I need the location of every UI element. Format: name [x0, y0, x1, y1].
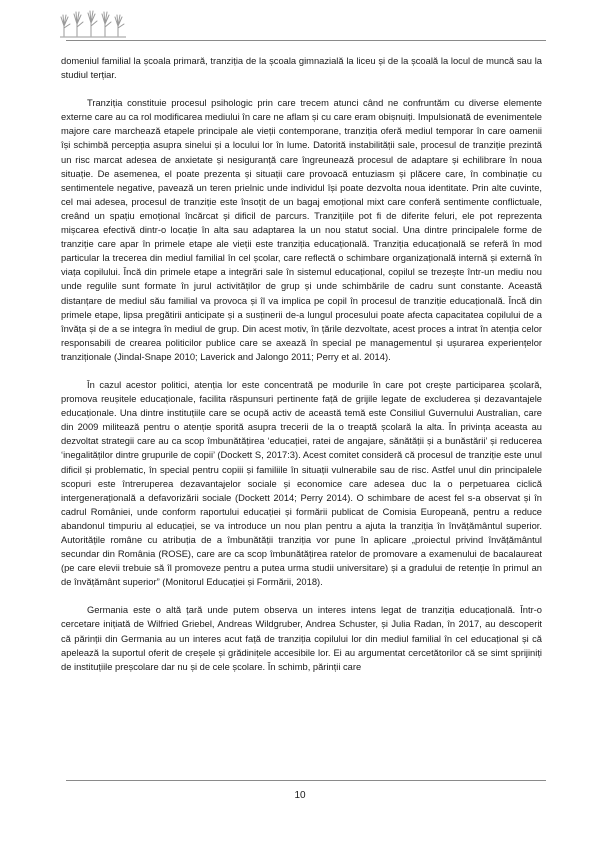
body-text [61, 54, 542, 674]
header-divider [66, 40, 546, 41]
paragraph-politici: În cazul acestor politici, atenția lor este concentrată pe modurile în care pot crește participarea școlară, promova reușitele educaționale, facilita răspunsuri pertinente față de grijile legate de excluderea și dezavantajele educaționale. Una dintre instituțiile care se ocupă activ de această temă este Consiliul Guvernului Australian, care din 2009 militează pentru o atenție sporită asupra trecerii de la o treaptă școlară la alta. În privința aceasta au dezvoltat strategii care au ca scop îmbunătățirea ‘educației, ratei de angajare, sănătății și a bunăstării’ și reducerea ‘inegalităților dintre grupurile de copii’ (Dockett S, 2017:3). Acest comitet consideră că procesul de tranziție este unul dificil și problematic, în special pentru copiii și familiile în situații vulnerabile sau de risc. Astfel unul din principalele scopuri este întreruperea dezavantajelor sociale și economice care adesea duc la o perpetuarea ciclică intergenerațională a defavorizării sociale (Dockett 2014; Perry 2014). O schimbare de acest fel s-a observat și în cadrul României, unde conform raportului educației și formării publicat de Comisia Europeană, pentru a reduce abandonul timpuriu al educației, se va introduce un nou plan pentru a ajuta la tranziția în învățământul superior. Autoritățile române cu atribuția de a îmbunătății tranziția vor pune în aplicare „proiectul privind învățământul secundar din România (ROSE), care are ca scop îmbunătățirea ratelor de promovare a examenului de bacalaureat (pe care elevii trebuie să îl promoveze pentru a putea urma studii universitare) și a gradului de retenție în primul an de învățământ superior” (Monitorul Educației și Formării, 2018). [61, 379, 542, 588]
paragraph-tranzitia: Tranziția constituie procesul psihologic prin care trecem atunci când ne confruntăm cu diverse elemente externe care au ca rol modificarea mediului în care ne aflam și cu care eram obișnuiți. Impulsionată de evenimentele majore care marchează etapele principale ale vieții contemporane, tranziția oferă mediul temporar în care oamenii își schimbă percepția asupra sinelui și a locului lor în lume. Datorită instabilității sale, procesul de tranziție prezintă un risc marcat adesea de anxietate și nesiguranță care îngreunează procesul de adaptare și echilibrare în noua situație. De asemenea, el poate prezenta și situații care provoacă entuziasm și plăcere care, în combinație cu sentimentele negative, pavează un teren prielnic unde individul își poate dezvolta noua identitate. Prin alte cuvinte, cel mai adesea, procesul de tranziție este însoțit de un bagaj emoțional mixt care conferă sentimente conflictuale, creând un spațiu emoțional încărcat și dificil de parcurs. Tranzițiile pot fi de diferite feluri, ele pot reprezenta mișcarea efectivă dintr-o locație în alta sau adaptarea la un nou statut social. Una dintre principalele forme de tranziție care apar în primele etape ale vieții este tranziția educațională. Tranziția educațională se referă în mod particular la trecerea din mediul familial în cel școlar, care reflectă o schimbare organizațională internă și externă în viața copilului. Încă din primele etape a integrări sale în sistemul educațional, copilul se trezește într-un mediu nou unde regulile sunt formate în jurul activităților de grup și unde schimbările de cadru sunt constante. Această distanțare de mediul său familial va provoca și îl va implica pe copil în procesul de tranziție educațională. Încă din primele etape, lipsa pregătirii anticipate și a susținerii de-a lungul procesului poate afecta capacitatea copilului de a învăța și de a se integra în mediul de grup. Din acest motiv, în țările dezvoltate, acest proces a intrat în atenția celor responsabili de crearea politicilor publice care se axează în special pe managementul și ușurarea experiențelor tranziționale (Jindal-Snape 2010; Laverick and Jalongo 2011; Perry et al. 2014). [61, 98, 542, 362]
page-number: 10 [294, 790, 306, 801]
paragraph-germania: Germania este o altă țară unde putem observa un interes intens legat de tranziția educațională. Într-o cercetare inițiată de Wilfried Griebel, Andreas Wildgruber, Andrea Schuster, și Julia Radan, în 2017, au descoperit că părinții din Germania au un interes acut față de tranziția copilului lor din mediul familial în cel educațional și că apelează la suportul oferit de creșele și grădinițele accesibile lor. Ei au argumentat cercetătorilor că se simt sprijiniți de instituțiile preșcolare dar nu și de cele școlare. În schimb, părinții care [61, 605, 542, 672]
hands-logo-icon [60, 10, 126, 38]
paragraph-continued: domeniul familial la școala primară, tranziția de la școala gimnazială la liceu și de la școală la locul de muncă sau la studiul terțiar. [61, 56, 542, 81]
footer-divider [66, 780, 546, 781]
